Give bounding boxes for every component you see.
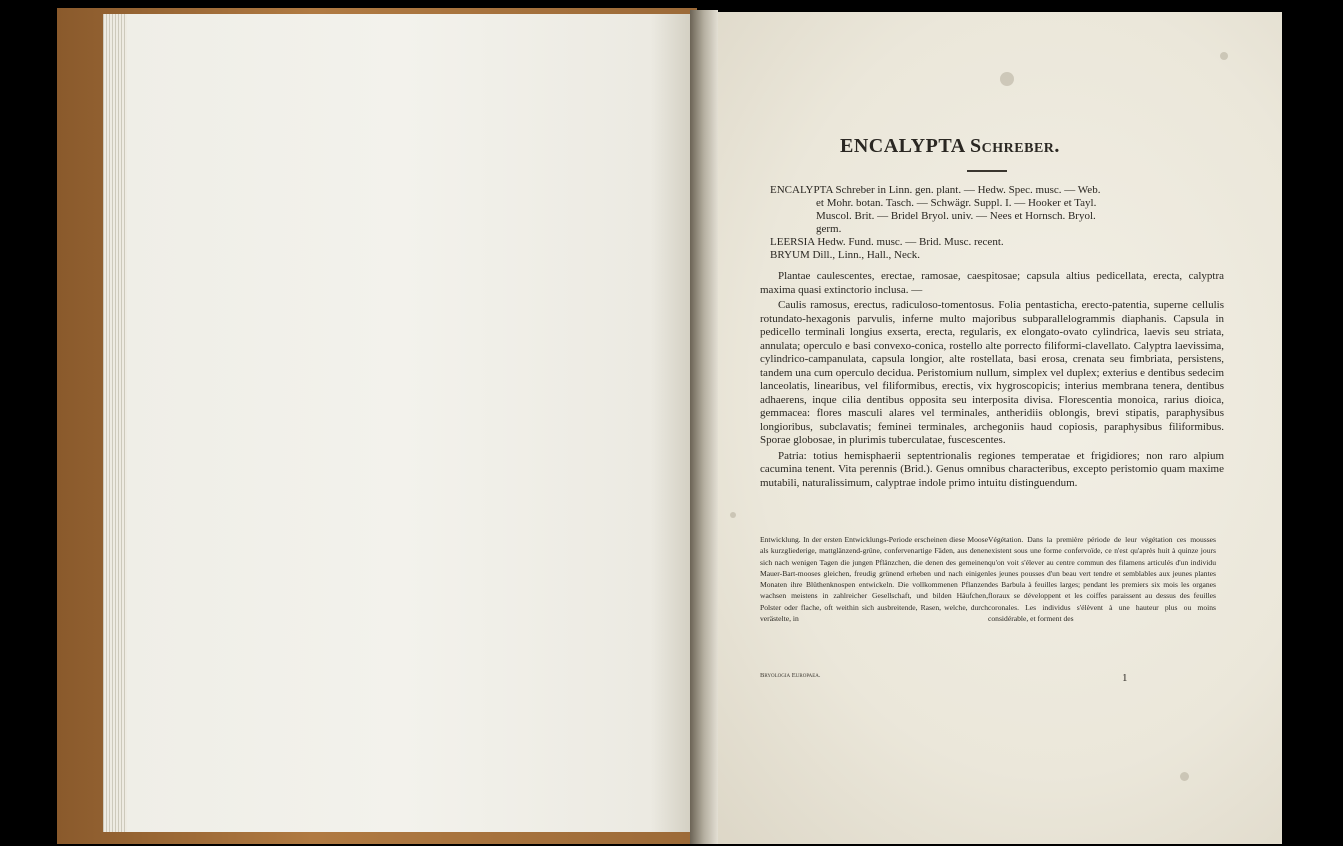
title-rule [967,170,1007,172]
title-author: Schreber. [970,135,1060,157]
synonym-line: et Mohr. botan. Tasch. — Schwägr. Suppl. I. — Hooker et Tayl. [816,197,1097,209]
paragraph: Plantae caulescentes, erectae, ramosae, caespitosae; capsula altius pedicellata, erecta, calyptra maxima quasi extinctorio inclusa. — [760,270,1224,296]
page-edges [103,14,127,832]
synonym-line: Muscol. Brit. — Bridel Bryol. univ. — Nees et Hornsch. Bryol. [816,210,1096,222]
book-spine-shadow [690,10,718,844]
page-title [840,135,1060,158]
german-column: Entwicklung. In der ersten Entwicklungs-Periode erscheinen diese Moose als kurzgliederige, mattglänzend-grüne, confervenartige Fäden, aus denen sich nach wenigen Tagen die jungen Pflänzchen, die denen des gemeinen Mauer-Bart-mooses gleichen, freudig grünend erheben und nach einigen Monaten ihre Blüthenknospen entwickeln. Die vollkommenen Pflanzen wachsen meistens in zahlreicher Gesellschaft, und bilden Häufchen, Polster oder flache, oft weithin sich ausbreitende, Rasen, welche, durch verästelte, in [760,535,988,624]
signature-mark: Bryologia Europaea. [760,672,821,679]
title-genus: ENCALYPTA [840,135,965,157]
foxing-spot [1180,772,1189,781]
foxing-spot [730,512,736,518]
page-number: 1 [1122,672,1128,684]
synonym-line: BRYUM Dill., Linn., Hall., Neck. [770,249,921,261]
foxing-spot [1000,72,1014,86]
left-blank-page [103,14,698,832]
paragraph: Patria: totius hemisphaerii septentrionalis regiones temperatae et frigidiores; non raro alpium cacumina tenent. Vita perennis (Brid.). Genus omnibus characteribus, excepto peristomio quam maxime mutabili, naturalissimum, calyptrae indole primo intuitu distinguendum. [760,449,1224,489]
synonym-line: germ. [816,223,842,235]
synonym-line: LEERSIA Hedw. Fund. musc. — Brid. Musc. recent. [770,236,1004,248]
paragraph: Caulis ramosus, erectus, radiculoso-tomentosus. Folia pentasticha, erecto-patentia, superne cellulis rotundato-hexagonis parvulis, inferne multo majoribus subparallelogrammis diaphanis. Capsula in pedicello terminali longius exserta, erecta, regularis, ex elongato-ovato cylindrica, laevis seu striata, annulata; operculo e basi convexo-conica, rostello alte porrecto filiformi-clavellato. Calyptra laevissima, cylindrico-campanulata, capsula longior, alte rostellata, basi erosa, crenata seu fimbriata, persistens, tandem una cum operculo decidua. Peristomium nullum, simplex vel duplex; exterius e dentibus sedecim lanceolatis, linearibus, vel filiformibus, erectis, vix hygroscopicis; interius membrana tenera, dentibus adhaerens, inque cilia dentibus opposita seu interposita divisa. Florescentia monoica, rarius dioica, gemmacea: flores masculi alares vel terminales, antheridiis oblongis, brevi stipatis, paraphysibus longioribus, subclavatis; feminei terminales, archegoniis haud copiosis, paraphysibus filiformibus. Sporae globosae, in plurimis tuberculatae, fuscescentes. [760,299,1224,446]
synonymy-block [770,184,1220,262]
french-column: Végétation. Dans la première période de leur végétation ces mousses existent sous une forme confervoïde, ce n'est qu'après huit à quinze jours qu'on voit s'élever au centre commun des filamens articulés d'un individu les jeunes pousses d'un beau vert tendre et semblables aux jeunes plantes des Barbula à feuilles larges; pendant les premiers six mois les organes floraux se développent et les coiffes paraissent au dessus des feuilles coronales. Les individus s'élèvent à une hauteur plus ou moins considérable, et forment des [988,535,1216,624]
foxing-spot [1220,52,1228,60]
description-body [760,270,1224,492]
synonym-line: ENCALYPTA Schreber in Linn. gen. plant. — Hedw. Spec. musc. — Web. [770,184,1101,196]
